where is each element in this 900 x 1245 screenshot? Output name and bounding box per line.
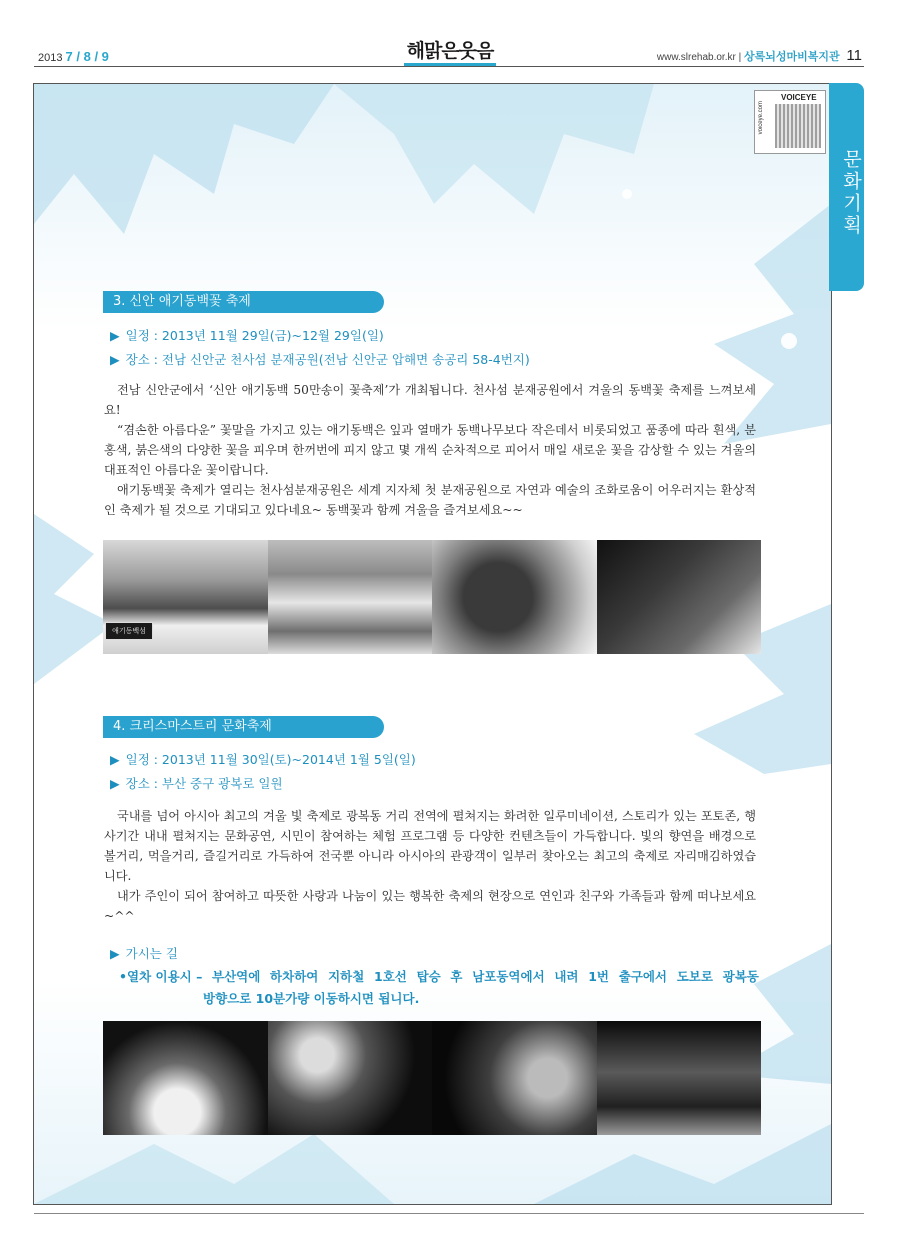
- route-word: 부산역에: [212, 969, 261, 984]
- section4-schedule: [110, 750, 416, 768]
- section4-schedule-text: 일정 : 2013년 11월 30일(토)~2014년 1월 5일(일): [125, 752, 416, 767]
- snowflake: [781, 333, 797, 349]
- route-word: 1번: [588, 969, 609, 984]
- arrow-icon: ▶: [110, 752, 120, 767]
- leaf-bottom: [34, 1134, 394, 1204]
- section4-title: 4. 크리스마스트리 문화축제: [103, 716, 384, 738]
- voiceye-side-text: voiceye.com: [758, 101, 764, 135]
- header-right: [657, 47, 862, 64]
- section3-place-text: 장소 : 전남 신안군 천사섬 분재공원(전남 신안군 압해면 송공리 58-4번지): [125, 352, 530, 367]
- route-line-2: 방향으로 10분가량 이동하시면 됩니다.: [203, 991, 420, 1006]
- leaf-left-mid: [34, 514, 114, 684]
- section4-body: [104, 806, 756, 926]
- route-word: 내려: [554, 969, 579, 984]
- leaf-bottom-right: [534, 1124, 831, 1204]
- route-word: •열차 이용시 –: [119, 969, 203, 984]
- category-tab: 문화기획: [829, 83, 864, 291]
- section4-place: [110, 774, 283, 792]
- leaf-top: [334, 84, 654, 214]
- section3-paragraph-1: 전남 신안군에서 ‘신안 애기동백 50만송이 꽃축제’가 개최됩니다. 천사섬 분재공원에서 겨울의 동백꽃 축제를 느껴보세요!: [104, 383, 756, 417]
- section4-paragraph-2: 내가 주인이 되어 참여하고 따뜻한 사랑과 나눔이 있는 행복한 축제의 현장으로 연인과 친구와 가족들과 함께 떠나보세요~^^: [104, 889, 756, 923]
- section3-paragraph-3: 애기동백꽃 축제가 열리는 천사섬분재공원은 세계 지자체 첫 분재공원으로 자연과 예술의 조화로움이 어우러지는 환상적인 축제가 될 것으로 기대되고 있다네요~ 동백꽃과 함께 겨울을 즐겨보세요~~: [104, 483, 756, 517]
- site-url[interactable]: www.slrehab.or.kr: [656, 52, 736, 63]
- photo-ornaments: [432, 1021, 597, 1135]
- arrow-icon: ▶: [110, 352, 120, 367]
- section4-paragraph-1: 국내를 넘어 아시아 최고의 겨울 빛 축제로 광복동 거리 전역에 펼쳐지는 화려한 일루미네이션, 스토리가 있는 포토존, 행사기간 내내 펼쳐지는 문화공연, 시민이 참여하는 체험 프로그램 등 다양한 컨텐츠들이 가득합니다. 빛의 향연을 배경으로 볼거리, 먹을거리, 즐길거리로 가득하여 전국뿐 아니라 아시아의 관광객이 일부러 찾아오는 최고의 축제로 자리매김하였습니다.: [104, 809, 756, 883]
- route-word: 후: [450, 969, 463, 984]
- photo-light-tree: [103, 1021, 268, 1135]
- section3-paragraph-2: “겸손한 아름다운” 꽃말을 가지고 있는 애기동백은 잎과 열매가 동백나무보다 작은데서 비롯되었고 품종에 따라 흰색, 분홍색, 붉은색의 다양한 꽃을 피우며 한꺼번에 피지 않고 몇 개씩 순차적으로 피어서 매일 새로운 꽃을 감상할 수 있는 겨울의 대표적인 아름다운 꽃이랍니다.: [104, 423, 756, 477]
- route-directions: [119, 966, 759, 1010]
- section4-photo-strip: [103, 1021, 761, 1135]
- arrow-icon: ▶: [110, 946, 120, 961]
- route-word: 탑승: [416, 969, 441, 984]
- org-name: 상록뇌성마비복지관: [744, 51, 840, 63]
- section4-place-text: 장소 : 부산 중구 광복로 일원: [125, 776, 283, 791]
- section3-schedule-text: 일정 : 2013년 11월 29일(금)~12월 29일(일): [125, 328, 384, 343]
- route-word: 지하철: [328, 969, 365, 984]
- magazine-logo: 해맑은웃음: [406, 40, 494, 62]
- photo-camellia-bush: [432, 540, 597, 654]
- photo-snowy-park: [268, 540, 433, 654]
- issue-year: 2013: [38, 52, 63, 64]
- issue-numbers: 7 / 8 / 9: [65, 49, 109, 64]
- section3-body: [104, 380, 756, 520]
- route-word: 광복동: [722, 969, 759, 984]
- route-heading-text: 가시는 길: [125, 946, 178, 961]
- voiceye-code[interactable]: [754, 90, 826, 154]
- photo-snowy-trees: [103, 540, 268, 654]
- route-heading: [110, 944, 178, 962]
- leaf-top-left: [34, 84, 334, 234]
- page-number: 11: [846, 47, 862, 64]
- header-divider: [34, 66, 864, 67]
- footer-divider: [34, 1213, 864, 1214]
- section3-schedule: [110, 326, 384, 344]
- issue-info: [38, 49, 109, 64]
- photo-light-hearts: [268, 1021, 433, 1135]
- snowflake: [708, 653, 720, 665]
- snowflake: [622, 189, 632, 199]
- route-word: 남포동역에서: [472, 969, 545, 984]
- section3-title: 3. 신안 애기동백꽃 축제: [103, 291, 384, 313]
- header-separator: |: [738, 52, 742, 63]
- route-word: 출구에서: [618, 969, 668, 984]
- route-word: 도보로: [676, 969, 713, 984]
- section3-photo-strip: [103, 540, 761, 654]
- arrow-icon: ▶: [110, 328, 120, 343]
- photo-camellia-leaves: [597, 540, 762, 654]
- photo-sign: 애기동백섬: [105, 622, 153, 640]
- route-word: 1호선: [374, 969, 407, 984]
- voiceye-label: VOICEYE: [781, 93, 817, 102]
- route-word: 하차하여: [270, 969, 319, 984]
- route-line-1: [119, 966, 759, 988]
- voiceye-pattern: [775, 104, 821, 148]
- photo-street-lights: [597, 1021, 762, 1135]
- arrow-icon: ▶: [110, 776, 120, 791]
- section3-place: [110, 350, 530, 368]
